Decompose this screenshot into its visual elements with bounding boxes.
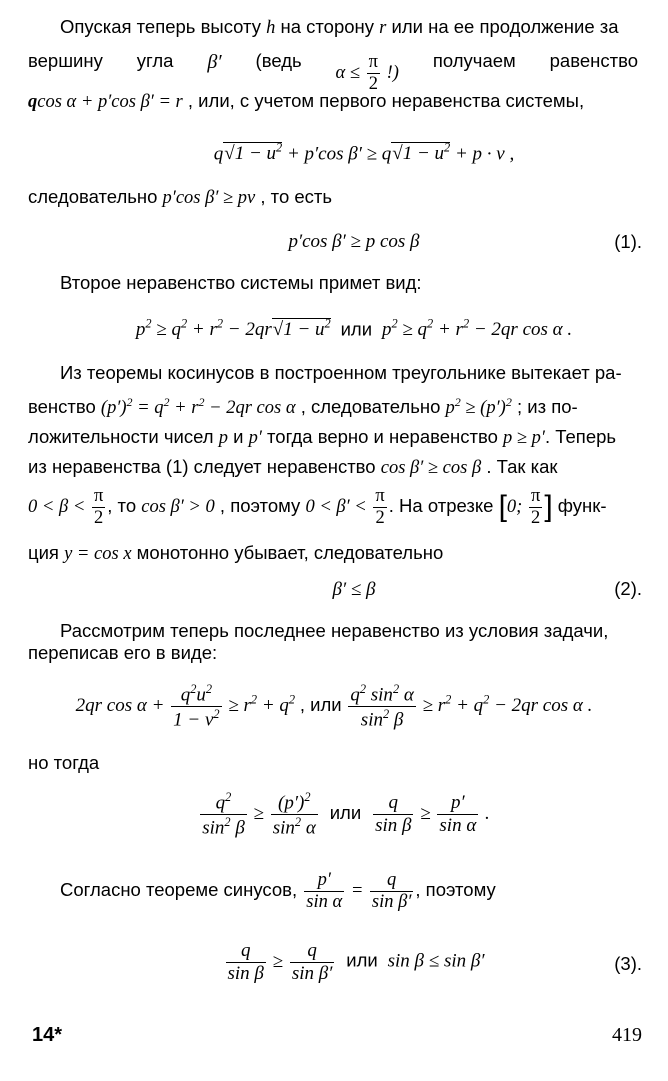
text-line-4: следовательно p′cos β′ ≥ pv , то есть bbox=[28, 186, 333, 208]
text-line-14: но тогда bbox=[28, 752, 100, 773]
equation-3: $p^2 \ge q^2 + r^2 - 2qr√1 - u^2$ или $p^2 \ge q^2 + r^2 - 2qr$ cos α . bbox=[135, 317, 573, 341]
text-line-2: вершину угла β′ (ведь α ≤ $\frac{\pi}{2}$ !) получаем равенство bbox=[28, 50, 638, 95]
text-line-11: ция y = cos x монотонно убывает, следовательно bbox=[28, 542, 444, 564]
equation-7: $\frac{q}{\text{sin β}}$ ≥ $\frac{q}{\text{sin β′}}$ или sin β ≤ sin β′ bbox=[227, 940, 485, 984]
equation-2: p′cos β′ ≥ p cos β bbox=[288, 231, 420, 252]
text-line-5: Второе неравенство системы примет вид: bbox=[60, 272, 422, 293]
footer-signature-mark: 14* bbox=[32, 1024, 63, 1046]
text-line-3: qcos α + p′cos β′ = r , или, с учетом первого неравенства системы, bbox=[28, 90, 585, 112]
equation-7-number: (3). bbox=[614, 953, 642, 974]
text-line-15: Согласно теореме синусов, $\frac{p'}{\text{sin α}}$ = $\frac{q}{\text{sin β′}}$ , поэтому bbox=[60, 870, 496, 913]
page-number: 419 bbox=[612, 1024, 642, 1046]
text-line-10: 0 < β < $\frac{\pi}{2}$ , то cos β′ > 0 , поэтому 0 < β′ < $\frac{\pi}{2}$ . На отрезке [0; $\frac{\pi}{2}$ ] функ- bbox=[28, 486, 607, 529]
text-line-7: венство $(p')^2 = q^2 + r^2 - 2qr$ cos α , следовательно $p^2 \ge (p')^2$ ; из по- bbox=[28, 395, 578, 419]
text-line-8: ложительности чисел p и p′ тогда верно и неравенство p ≥ p′. Теперь bbox=[28, 426, 617, 448]
text-line-9: из неравенства (1) следует неравенство cos β′ ≥ cos β . Так как bbox=[28, 456, 558, 478]
equation-5: 2qr cos α + $\frac{q^2u^2}{1 - v^2}$ ≥ $r^2 + q^2$ , или $\frac{q^2 \sin^2 \alpha}{\sin^2 \beta}$ ≥ $r^2 + q^2 - 2qr$ cos α . bbox=[75, 682, 593, 731]
equation-6: $\frac{q^2}{\sin^2 \beta}$ ≥ $\frac{(p')^2}{\sin^2 \alpha}$ или $\frac{q}{\text{sin β}}$ ≥ $\frac{p'}{\text{sin α}}$ . bbox=[202, 790, 490, 839]
text-line-12: Рассмотрим теперь последнее неравенство из условия задачи, bbox=[60, 620, 609, 641]
equation-1: $q√1 - u^2 + p'\cos$ $\beta' \ge q√1 - u^2 + p \cdot v$ , bbox=[213, 141, 515, 165]
text-line-1: Опуская теперь высоту h на сторону r или на ее продолжение за bbox=[60, 16, 619, 38]
equation-4-number: (2). bbox=[614, 578, 642, 599]
text-line-6: Из теоремы косинусов в построенном треугольнике вытекает ра- bbox=[60, 362, 622, 383]
equation-4: β′ ≤ β bbox=[332, 579, 376, 600]
text-line-13: переписав его в виде: bbox=[28, 642, 218, 663]
equation-2-number: (1). bbox=[614, 231, 642, 252]
